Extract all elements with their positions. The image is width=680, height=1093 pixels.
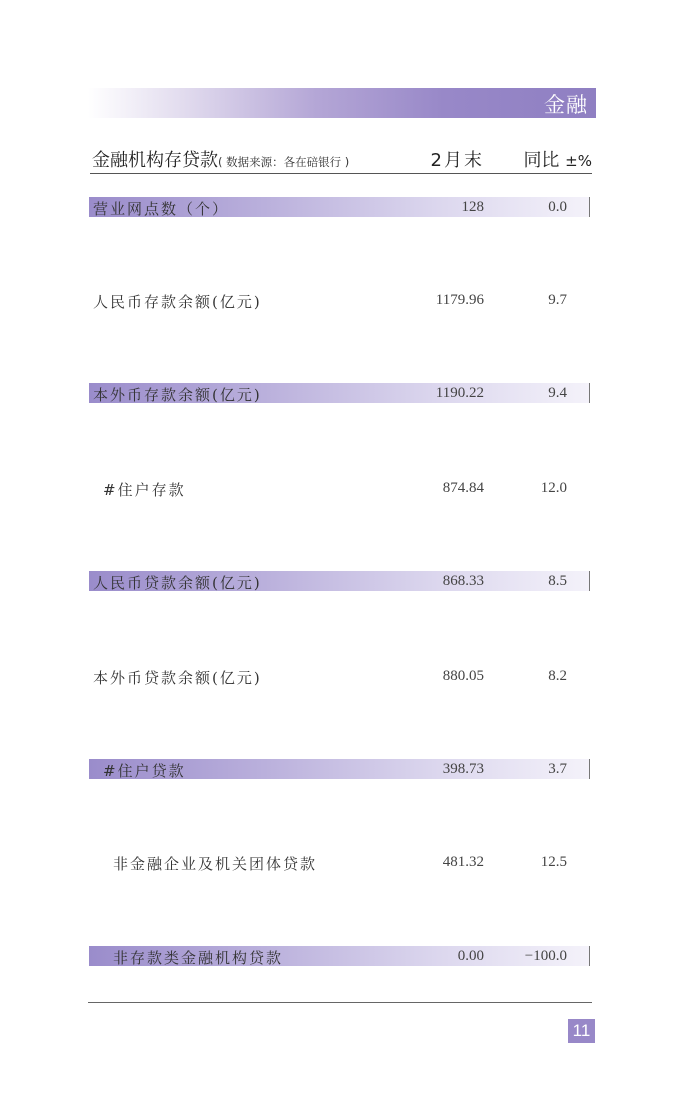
row-yoy: 3.7 xyxy=(548,761,567,777)
table-title xyxy=(92,146,349,172)
section-title: 金融 xyxy=(544,93,588,117)
section-banner xyxy=(88,88,596,118)
row-yoy: 12.0 xyxy=(540,480,567,496)
row-label: #住户存款 xyxy=(103,481,186,499)
column-header-yoy-label: 同比 xyxy=(523,150,560,171)
page-number: 11 xyxy=(568,1019,595,1043)
row-value: 1179.96 xyxy=(435,292,484,308)
row-value: 481.32 xyxy=(442,854,484,870)
row-yoy: 8.5 xyxy=(548,573,567,589)
table-row xyxy=(89,383,592,405)
row-value: 868.33 xyxy=(442,573,484,589)
row-yoy: 8.2 xyxy=(548,668,567,684)
row-label: #住户贷款 xyxy=(103,762,186,780)
footer-divider xyxy=(88,1002,592,1003)
row-label: 非金融企业及机关团体贷款 xyxy=(113,855,318,873)
row-label: 本外币贷款余额(亿元) xyxy=(93,669,262,687)
column-header-yoy xyxy=(523,146,592,172)
table-row xyxy=(89,571,592,593)
row-value: 880.05 xyxy=(442,668,484,684)
column-header-yoy-unit: ±% xyxy=(565,152,592,170)
table-header xyxy=(90,144,592,172)
row-yoy: 0.0 xyxy=(548,199,567,215)
row-end-mark xyxy=(589,383,590,403)
row-label: 营业网点数（个） xyxy=(93,200,230,218)
row-label: 人民币贷款余额(亿元) xyxy=(93,574,262,592)
row-end-mark xyxy=(589,946,590,966)
row-label: 本外币存款余额(亿元) xyxy=(93,386,262,404)
table-row xyxy=(89,197,592,219)
table-row xyxy=(89,666,592,688)
row-value: 1190.22 xyxy=(435,385,484,401)
table-row xyxy=(89,290,592,312)
header-divider xyxy=(90,173,592,174)
row-label: 非存款类金融机构贷款 xyxy=(113,949,284,967)
row-yoy: −100.0 xyxy=(524,948,567,964)
table-row xyxy=(89,478,592,500)
row-yoy: 9.4 xyxy=(548,385,567,401)
row-yoy: 12.5 xyxy=(540,854,567,870)
table-title-text: 金融机构存贷款 xyxy=(92,150,218,171)
row-yoy: 9.7 xyxy=(548,292,567,308)
row-value: 0.00 xyxy=(457,948,484,964)
row-end-mark xyxy=(589,571,590,591)
row-value: 874.84 xyxy=(442,480,484,496)
row-label: 人民币存款余额(亿元) xyxy=(93,293,262,311)
table-row xyxy=(89,852,592,874)
row-end-mark xyxy=(589,197,590,217)
table-row xyxy=(89,759,592,781)
column-header-month: 2月末 xyxy=(430,150,484,171)
row-end-mark xyxy=(589,759,590,779)
row-value: 128 xyxy=(461,199,484,215)
table-row xyxy=(89,946,592,968)
row-value: 398.73 xyxy=(442,761,484,777)
data-source-note: ( 数据来源：各在碚银行 ) xyxy=(218,155,350,169)
